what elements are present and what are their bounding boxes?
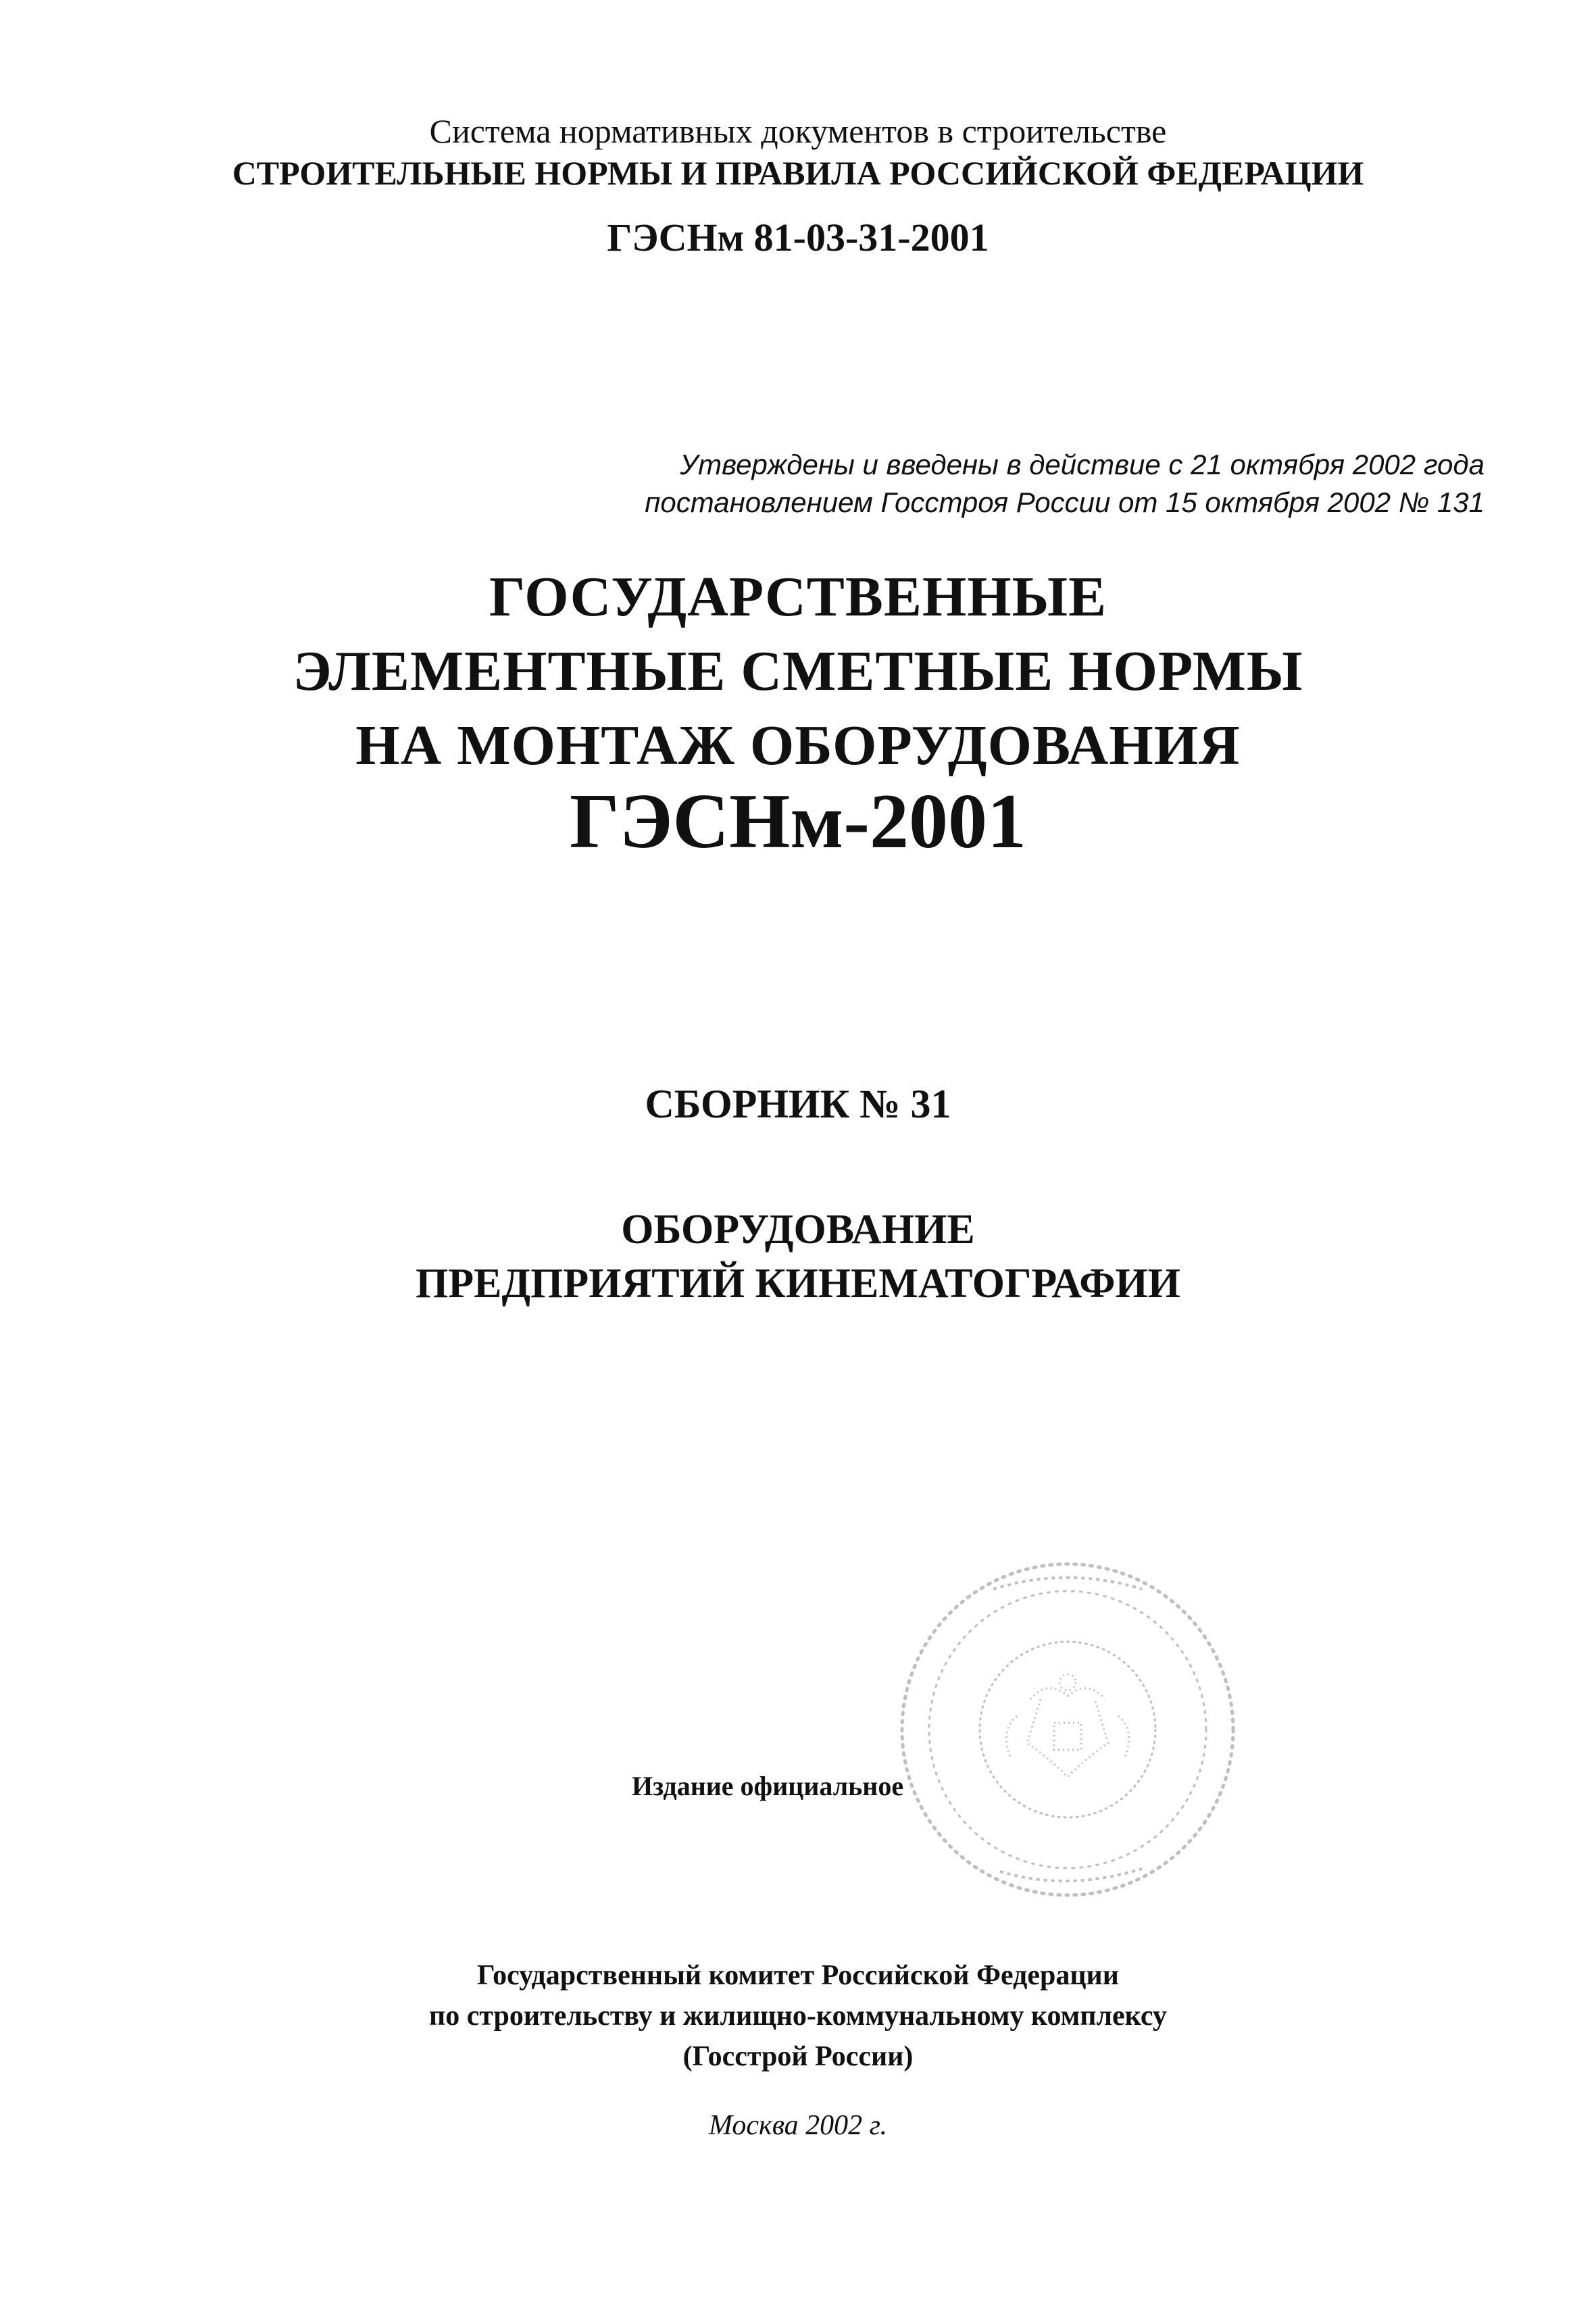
approval-line-2: постановлением Госстроя России от 15 октября 2002 № 131 [645,486,1485,518]
publisher-line-3: (Госстрой России) [682,2041,914,2072]
edition-note: Издание официальное [632,1771,904,1801]
main-title-line-1: ГОСУДАРСТВЕННЫЕ [489,565,1107,628]
main-title-abbreviation: ГЭСНм-2001 [569,778,1027,865]
main-title-line-3: НА МОНТАЖ ОБОРУДОВАНИЯ [355,714,1241,777]
document-series: Система нормативных документов в строительстве [429,112,1167,150]
norms-title: СТРОИТЕЛЬНЫЕ НОРМЫ И ПРАВИЛА РОССИЙСКОЙ ФЕДЕРАЦИИ [232,154,1364,192]
approval-line-1: Утверждены и введены в действие с 21 октября 2002 года [680,449,1485,480]
city-year: Москва 2002 г. [709,2110,887,2141]
publisher-line-1: Государственный комитет Российской Федерации [477,1960,1119,1991]
publisher-line-2: по строительству и жилищно-коммунальному комплексу [429,2001,1167,2032]
document-code: ГЭСНм 81-03-31-2001 [607,216,989,259]
collection-number: СБОРНИК № 31 [645,1082,951,1126]
collection-subject-line-1: ОБОРУДОВАНИЕ [621,1207,975,1253]
official-seal-icon [892,1554,1243,1905]
main-title-line-2: ЭЛЕМЕНТНЫЕ СМЕТНЫЕ НОРМЫ [293,640,1303,703]
collection-subject-line-2: ПРЕДПРИЯТИЙ КИНЕМАТОГРАФИИ [416,1261,1180,1307]
